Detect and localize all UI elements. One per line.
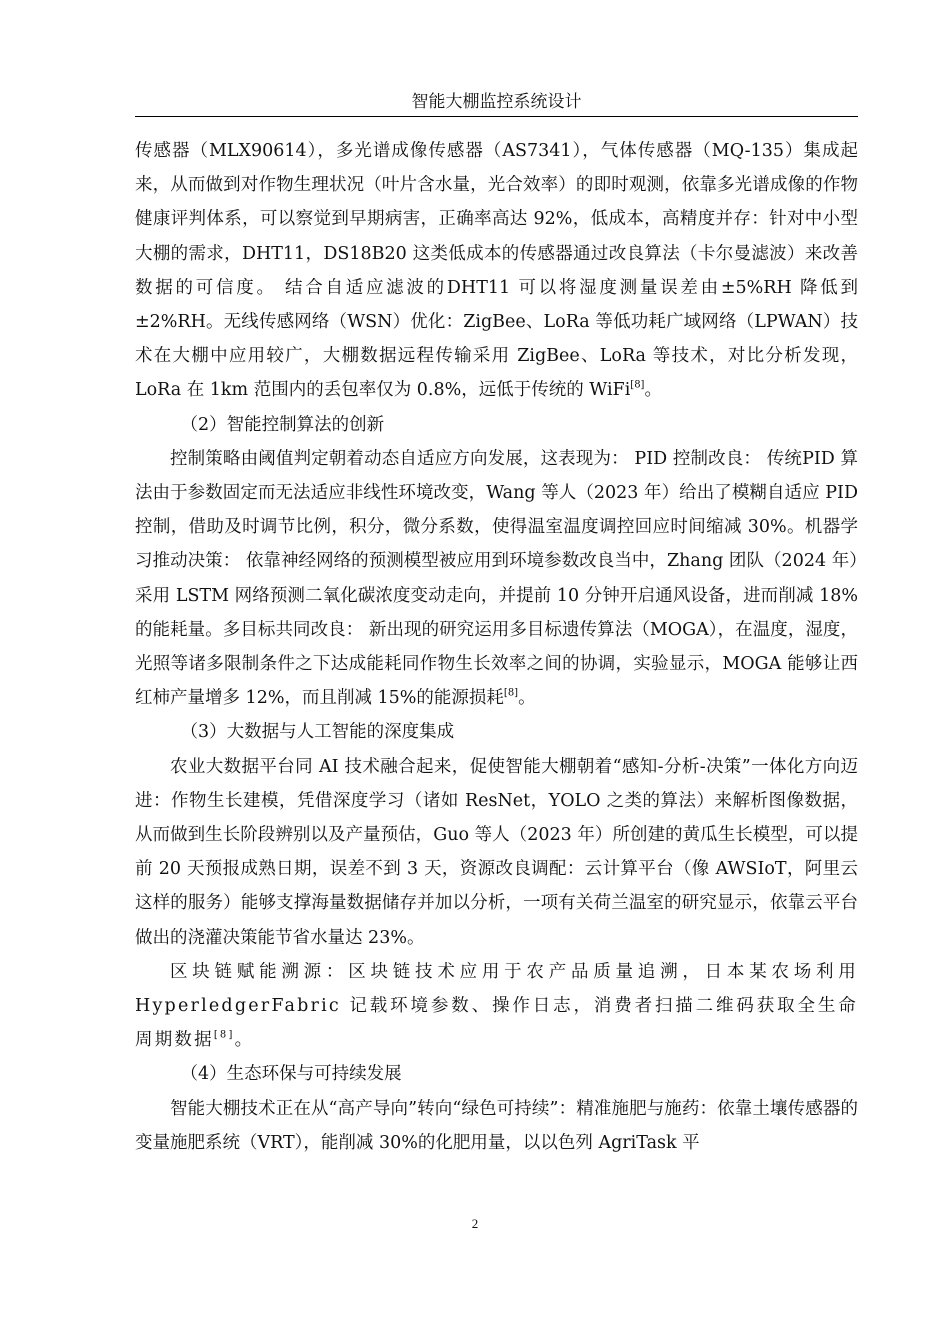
paragraph-text: 区块链赋能溯源：区块链技术应用于农产品质量追溯，日本某农场利用HyperledgerFabric 记载环境参数、操作日志，消费者扫描二维码获取全生命周期数据: [135, 961, 858, 1051]
citation-ref: [8]: [630, 379, 645, 391]
paragraph-control: [135, 442, 858, 716]
page-number: 2: [471, 1216, 479, 1231]
paragraph-text: 控制策略由阈值判定朝着动态自适应方向发展，这表现为： PID 控制改良： 传统PID 算法由于参数固定而无法适应非线性环境改变，Wang 等人（2023 年）给出了模糊自适应 PID 控制，借助及时调节比例，积分，微分系数，使得温室温度调控回应时间缩减 30%。机器学习推动决策： 依靠神经网络的预测模型被应用到环境参数改良当中，Zhang 团队（2024 年）采用 LSTM 网络预测二氧化碳浓度变动走向，并提前 10 分钟开启通风设备，进而削减 18%的能耗量。多目标共同改良： 新出现的研究运用多目标遗传算法（MOGA），在温度，湿度，光照等诸多限制条件之下达成能耗同作物生长效率之间的协调，实验显示，MOGA 能够让西红柿产量增多 12%，而且削减 15%的能源损耗: [135, 448, 858, 709]
paragraph-ecology: 智能大棚技术正在从“高产导向”转向“绿色可持续”：精准施肥与施药：依靠土壤传感器的变量施肥系统（VRT），能削减 30%的化肥用量，以以色列 AgriTask 平: [135, 1098, 858, 1153]
section-heading-big-data: （3）大数据与人工智能的深度集成: [180, 722, 455, 743]
citation-ref: [8]: [213, 1029, 235, 1041]
paragraph-sensors: [135, 134, 858, 408]
paragraph-big-data: 农业大数据平台同 AI 技术融合起来，促使智能大棚朝着“感知-分析-决策”一体化方向迈进：作物生长建模，凭借深度学习（诸如 ResNet，YOLO 之类的算法）来解析图像数据，从而做到生长阶段辨别以及产量预估，Guo 等人（2023 年）所创建的黄瓜生长模型，可以提前 20 天预报成熟日期，误差不到 3 天，资源改良调配：云计算平台（像 AWSIoT，阿里云这样的服务）能够支撑海量数据储存并加以分析，一项有关荷兰温室的研究显示，依靠云平台做出的浇灌决策能节省水量达 23%。: [135, 756, 858, 948]
header-title: 智能大棚监控系统设计: [411, 92, 582, 112]
paragraph-end: 。: [644, 380, 662, 401]
paragraph-text: 传感器（MLX90614），多光谱成像传感器（AS7341），气体传感器（MQ-135）集成起来，从而做到对作物生理状况（叶片含水量，光合效率）的即时观测，依靠多光谱成像的作物健康评判体系，可以察觉到早期病害，正确率高达 92%，低成本，高精度并存：针对中小型大棚的需求，DHT11，DS18B20 这类低成本的传感器通过改良算法（卡尔曼滤波）来改善数据的可信度。 结合自适应滤波的DHT11 可以将湿度测量误差由±5%RH 降低到±2%RH。无线传感网络（WSN）优化：ZigBee、LoRa 等低功耗广域网络（LPWAN）技术在大棚中应用较广，大棚数据远程传输采用 ZigBee、LoRa 等技术，对比分析发现，LoRa 在 1km 范围内的丢包率仅为 0.8%，远低于传统的 WiFi: [135, 141, 858, 401]
section-heading-ecology: （4）生态环保与可持续发展: [180, 1064, 402, 1085]
paragraph-blockchain: [135, 955, 858, 1058]
section-heading-control-algorithm: （2）智能控制算法的创新: [180, 414, 385, 435]
citation-ref: [8]: [503, 687, 519, 699]
document-body: [135, 134, 858, 1160]
paragraph-end: 。: [518, 688, 536, 709]
paragraph-end: 。: [234, 1030, 255, 1051]
page-header: [135, 90, 858, 117]
